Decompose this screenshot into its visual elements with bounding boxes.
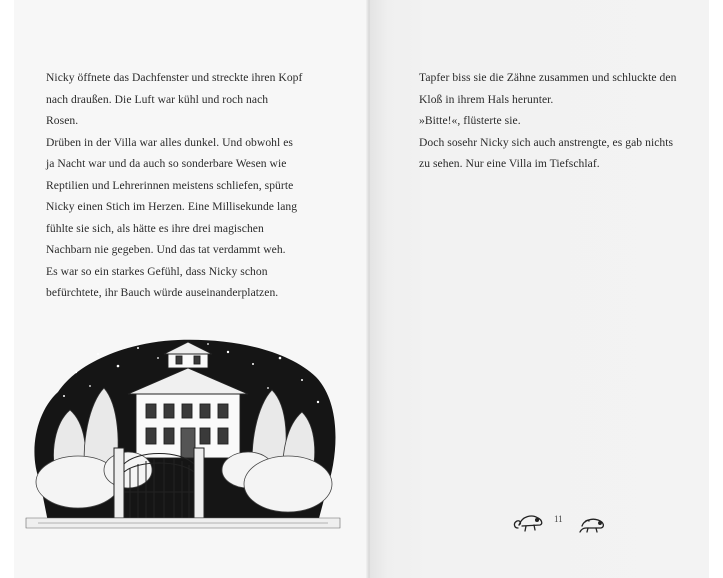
- text-line: fühlte sie sich, als hätte es ihre drei magischen: [46, 221, 264, 235]
- text-line: Nachbarn nie gegeben. Und das tat verdammt weh.: [46, 243, 286, 256]
- text-line: Doch sosehr Nicky sich auch anstrengte, es gab nichts: [419, 135, 674, 149]
- text-line: zu sehen. Nur eine Villa im Tiefschlaf.: [419, 157, 600, 170]
- text-line: befürchtete, ihr Bauch würde auseinanderplatzen.: [46, 286, 279, 299]
- text-line: ja Nacht war und da auch so sonderbare Wesen wie: [46, 157, 287, 170]
- text-line: Reptilien und Lehrerinnen meistens schliefen, spürte: [46, 178, 294, 192]
- left-page: [14, 0, 368, 578]
- text-line: Tapfer biss sie die Zähne zusammen und schluckte den: [419, 71, 677, 84]
- text-line: »Bitte!«, flüsterte sie.: [419, 114, 521, 127]
- right-page-text: [419, 67, 704, 175]
- night-villa-illustration: [18, 332, 348, 532]
- lizard-icon: [578, 514, 608, 534]
- page-number: 11: [554, 514, 563, 524]
- text-line: Nicky öffnete das Dachfenster und streckte ihren Kopf: [46, 71, 303, 84]
- text-line: nach draußen. Die Luft war kühl und roch nach: [46, 92, 269, 106]
- left-page-text: [46, 67, 346, 304]
- right-page: [370, 0, 709, 578]
- text-line: Kloß in ihrem Hals herunter.: [419, 92, 554, 106]
- text-line: Es war so ein starkes Gefühl, dass Nicky schon: [46, 264, 268, 278]
- chameleon-icon: [510, 508, 546, 536]
- text-line: Drüben in der Villa war alles dunkel. Und obwohl es: [46, 135, 293, 149]
- text-line: Nicky einen Stich im Herzen. Eine Millisekunde lang: [46, 200, 298, 213]
- text-line: Rosen.: [46, 114, 79, 127]
